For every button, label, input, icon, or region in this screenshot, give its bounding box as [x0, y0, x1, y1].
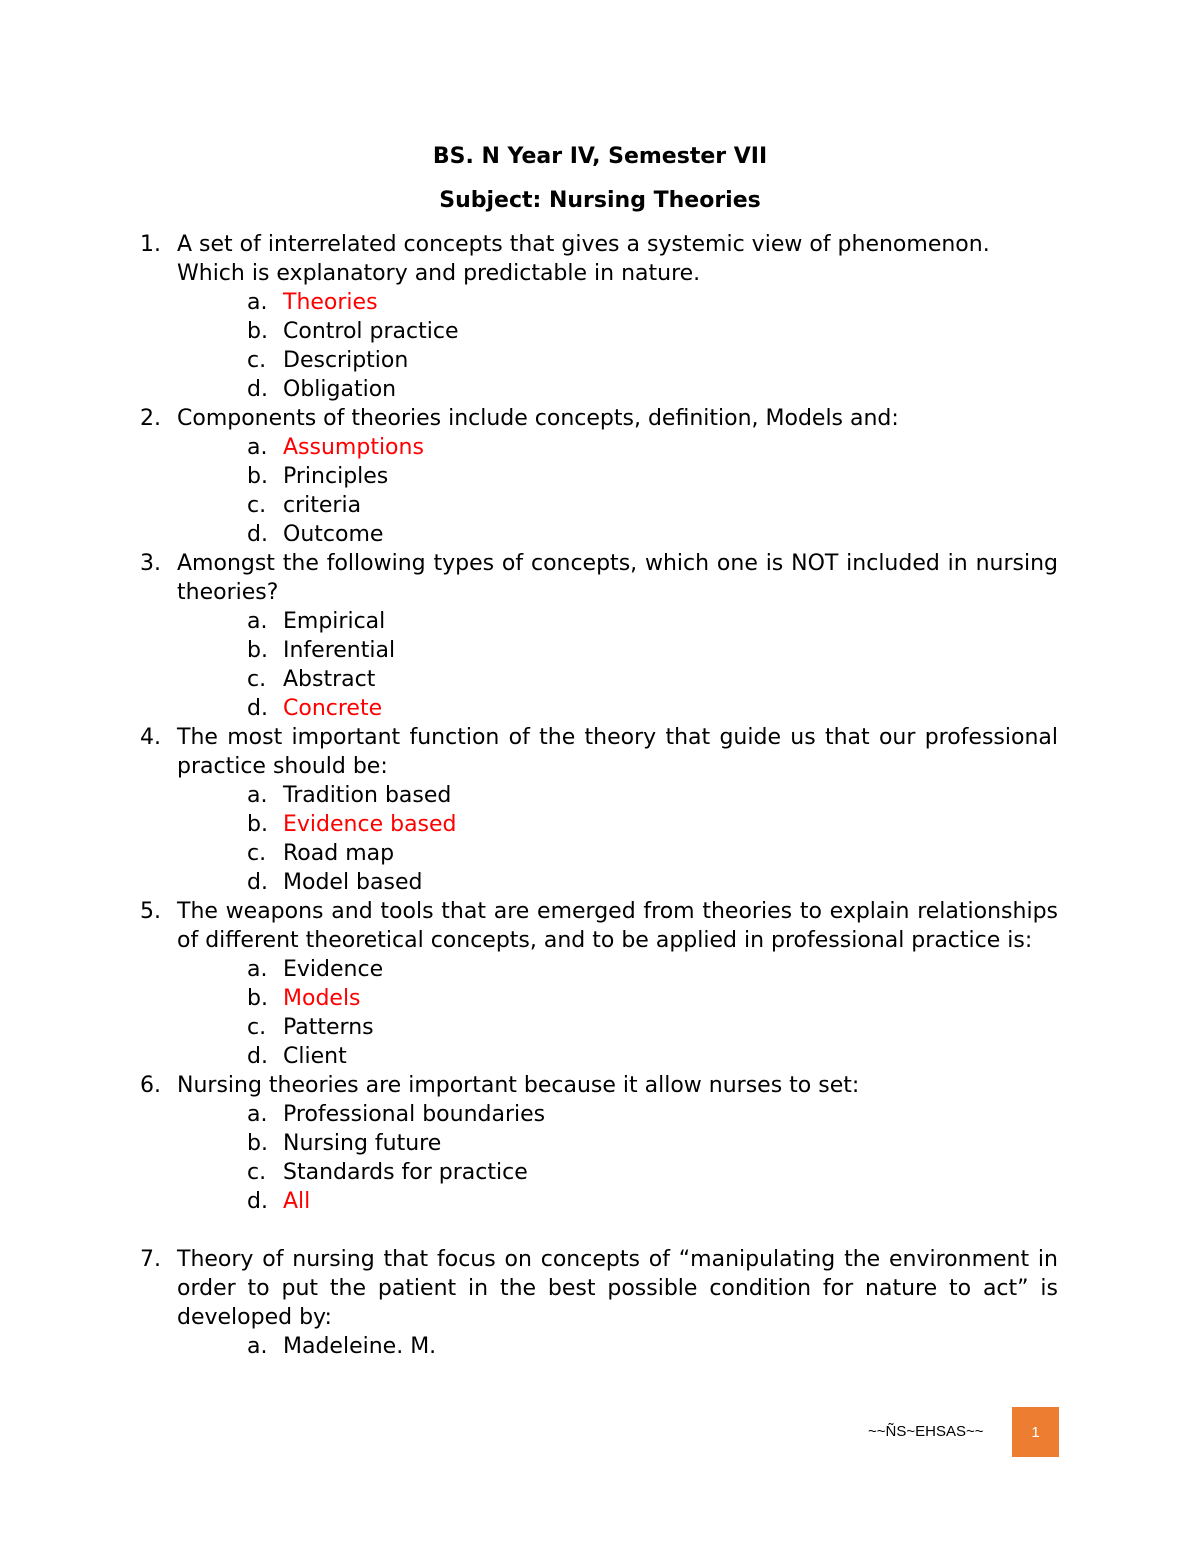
question-number: 2. — [140, 406, 161, 431]
option-letter: b. — [247, 1131, 268, 1156]
option-text: Abstract — [283, 667, 376, 692]
question-text: The weapons and tools that are emerged from theories to explain relationships of different theoretical concepts, and to be applied in professional practice is: — [177, 899, 1058, 953]
option-c — [0, 346, 1200, 375]
question-2 — [0, 404, 1200, 549]
option-letter: d. — [247, 1189, 268, 1214]
question-list — [0, 230, 1200, 1361]
option-text: Evidence — [283, 957, 384, 982]
question-3 — [0, 549, 1200, 723]
option-text: Assumptions — [283, 435, 424, 460]
option-letter: d. — [247, 870, 268, 895]
option-text: Nursing future — [283, 1131, 442, 1156]
option-text: Standards for practice — [283, 1160, 528, 1185]
option-letter: a. — [247, 783, 268, 808]
question-text: Amongst the following types of concepts, which one is NOT included in nursing theories? — [177, 551, 1058, 605]
option-a — [0, 607, 1200, 636]
option-text: Model based — [283, 870, 423, 895]
option-text: Empirical — [283, 609, 386, 634]
option-letter: b. — [247, 638, 268, 663]
option-b — [0, 462, 1200, 491]
option-letter: a. — [247, 1102, 268, 1127]
option-a — [0, 955, 1200, 984]
option-text: Outcome — [283, 522, 384, 547]
option-text: All — [283, 1189, 311, 1214]
option-letter: d. — [247, 696, 268, 721]
question-1 — [0, 230, 1200, 404]
question-text: Nursing theories are important because it allow nurses to set: — [177, 1073, 860, 1098]
option-text: Theories — [283, 290, 378, 315]
option-text: Madeleine. M. — [283, 1334, 437, 1359]
option-b-correct — [0, 810, 1200, 839]
option-text: Tradition based — [283, 783, 452, 808]
question-number: 5. — [140, 899, 161, 924]
option-a-correct — [0, 433, 1200, 462]
option-d-correct — [0, 1187, 1200, 1216]
option-c — [0, 839, 1200, 868]
option-text: Obligation — [283, 377, 397, 402]
option-c — [0, 665, 1200, 694]
option-text: Road map — [283, 841, 395, 866]
option-d-correct — [0, 694, 1200, 723]
question-4 — [0, 723, 1200, 897]
question-5 — [0, 897, 1200, 1071]
option-text: Models — [283, 986, 361, 1011]
question-number: 6. — [140, 1073, 161, 1098]
option-c — [0, 491, 1200, 520]
option-letter: a. — [247, 957, 268, 982]
option-letter: d. — [247, 1044, 268, 1069]
question-text: Components of theories include concepts, definition, Models and: — [177, 406, 899, 431]
option-letter: c. — [247, 493, 267, 518]
question-text: The most important function of the theory that guide us that our professional practice should be: — [177, 725, 1058, 779]
option-a — [0, 781, 1200, 810]
option-c — [0, 1013, 1200, 1042]
question-7 — [0, 1245, 1200, 1361]
option-text: criteria — [283, 493, 362, 518]
option-letter: a. — [247, 435, 268, 460]
option-text: Concrete — [283, 696, 383, 721]
option-text: Patterns — [283, 1015, 374, 1040]
option-a — [0, 1100, 1200, 1129]
question-text: Theory of nursing that focus on concepts of “manipulating the environment in order to put the patient in the best possible condition for nature to act” is developed by: — [177, 1247, 1058, 1330]
option-d — [0, 1042, 1200, 1071]
document-title: BS. N Year IV, Semester VII — [432, 144, 768, 169]
question-number: 3. — [140, 551, 161, 576]
option-b — [0, 636, 1200, 665]
option-text: Evidence based — [283, 812, 457, 837]
footer-text: ~~ÑS~EHSAS~~ — [868, 1423, 984, 1440]
option-letter: d. — [247, 522, 268, 547]
option-d — [0, 868, 1200, 897]
option-letter: c. — [247, 1160, 267, 1185]
document-subject: Subject: Nursing Theories — [439, 188, 761, 213]
option-letter: b. — [247, 986, 268, 1011]
option-letter: b. — [247, 464, 268, 489]
question-number: 1. — [140, 232, 161, 257]
option-text: Principles — [283, 464, 389, 489]
option-letter: d. — [247, 377, 268, 402]
option-d — [0, 520, 1200, 549]
option-d — [0, 375, 1200, 404]
question-number: 4. — [140, 725, 161, 750]
question-number: 7. — [140, 1247, 161, 1272]
option-text: Description — [283, 348, 409, 373]
option-text: Inferential — [283, 638, 396, 663]
option-text: Professional boundaries — [283, 1102, 546, 1127]
option-letter: c. — [247, 348, 267, 373]
option-b-correct — [0, 984, 1200, 1013]
option-letter: a. — [247, 1334, 268, 1359]
option-letter: c. — [247, 841, 267, 866]
question-6 — [0, 1071, 1200, 1216]
page-number-badge: 1 — [1012, 1407, 1059, 1457]
option-text: Client — [283, 1044, 347, 1069]
option-text: Control practice — [283, 319, 459, 344]
option-a-correct — [0, 288, 1200, 317]
option-letter: b. — [247, 812, 268, 837]
option-b — [0, 317, 1200, 346]
option-letter: c. — [247, 1015, 267, 1040]
option-letter: a. — [247, 609, 268, 634]
question-text: A set of interrelated concepts that gives a systemic view of phenomenon. Which is explanatory and predictable in nature. — [177, 232, 990, 286]
option-c — [0, 1158, 1200, 1187]
option-a — [0, 1332, 1200, 1361]
option-b — [0, 1129, 1200, 1158]
option-letter: b. — [247, 319, 268, 344]
option-letter: c. — [247, 667, 267, 692]
blank-line — [0, 1216, 1200, 1245]
option-letter: a. — [247, 290, 268, 315]
